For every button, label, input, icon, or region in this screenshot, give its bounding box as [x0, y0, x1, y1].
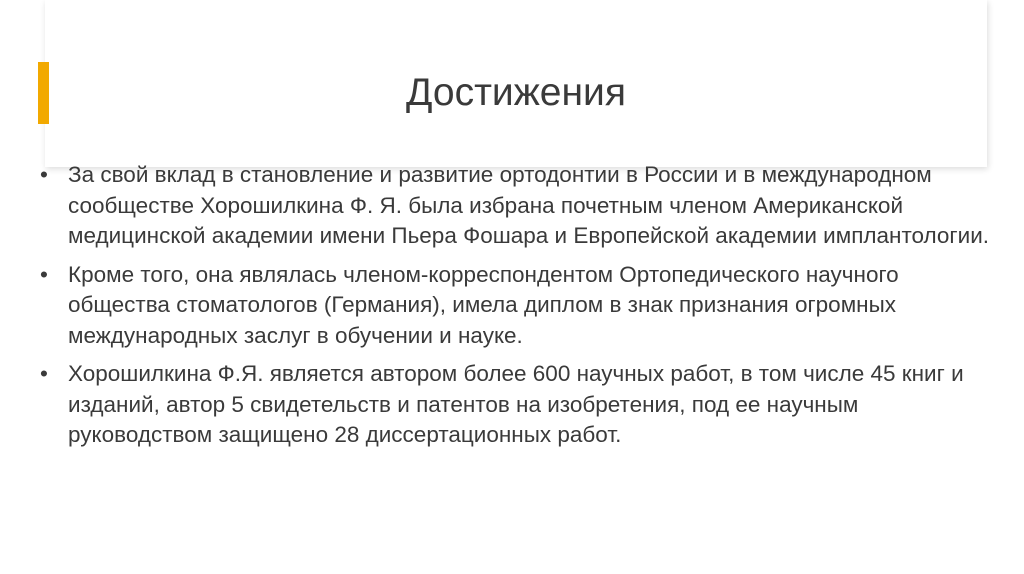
bullet-item-1	[40, 160, 990, 252]
bullet-item-2	[40, 260, 990, 352]
bullet-dot: •	[40, 261, 48, 287]
bullet-dot: •	[40, 361, 48, 386]
bullet-dot: •	[40, 162, 48, 187]
slide-title: Достижения	[406, 71, 626, 114]
bullet-text: Кроме того, она являлась членом-корреспондентом Ортопедического научного общества стоматологов (Германия), имела диплом в знак признания огромных международных заслуг в обучении и науке.	[68, 261, 899, 348]
bullet-text: За свой вклад в становление и развитие ортодонтии в России и в международном сообществе Хорошилкина Ф. Я. была избрана почетным членом Американской медицинской академии имени Пьера Фошара и Европейской академии имплантологии.	[68, 162, 990, 248]
bullet-text: Хорошилкина Ф.Я. является автором более 600 научных работ, в том числе 45 книг и изданий, автор 5 свидетельств и патентов на изобретения, под ее научным руководством защищено 28 диссертационных работ.	[68, 361, 964, 447]
bullet-item-3	[40, 359, 990, 451]
bullet-list	[40, 160, 990, 459]
